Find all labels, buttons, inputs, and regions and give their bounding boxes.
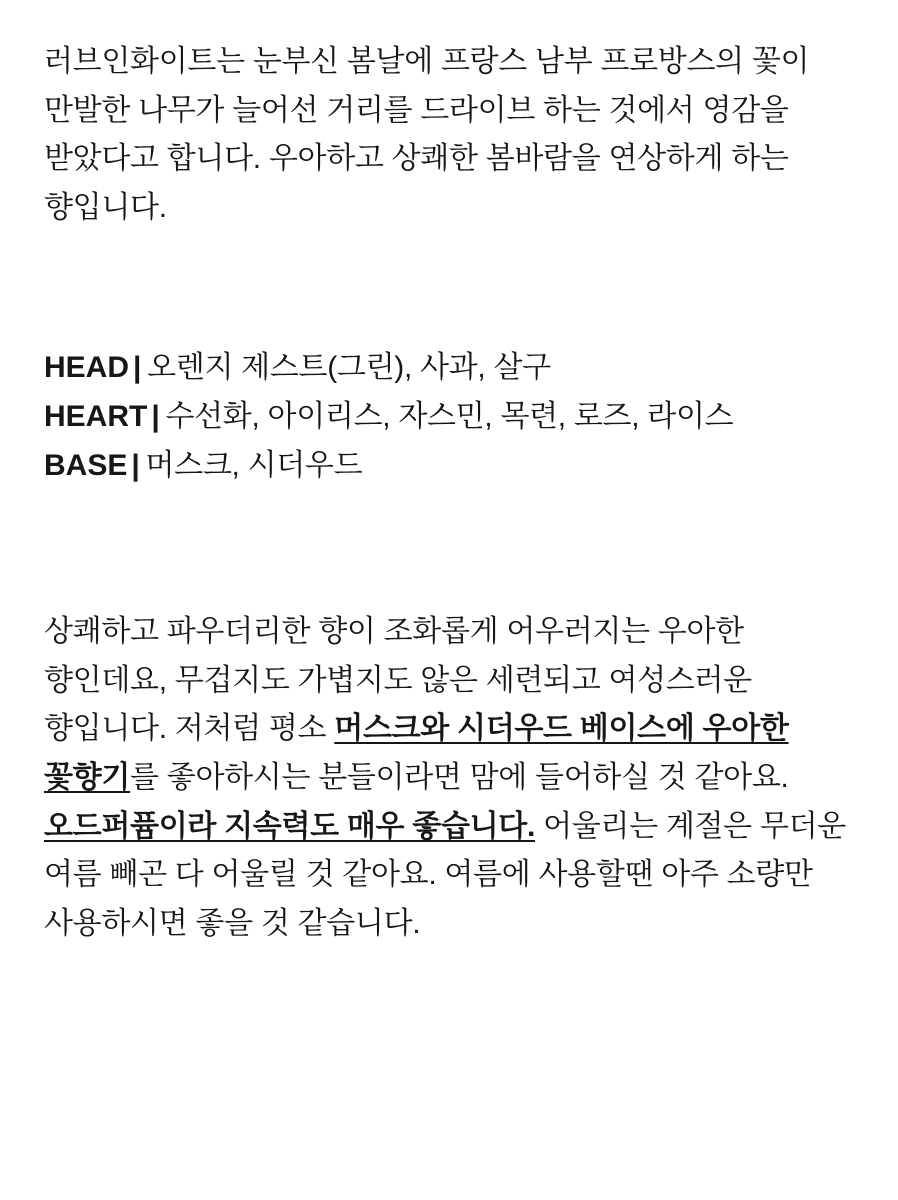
- note-value-base: 머스크, 시더우드: [145, 448, 363, 482]
- note-separator: |: [151, 399, 160, 433]
- spacer-after-notes: [44, 490, 854, 608]
- closing-paragraph: [44, 608, 854, 948]
- closing-text-part1: 상쾌하고 파우더리한 향이 조화롭게 어우러지는 우아한 향인데요, 무겁지도 가볍지도 않은 세련되고 여성스러운 향입니다. 저처럼 평소: [44, 615, 752, 746]
- closing-emphasis-2: 오드퍼퓸이라 지속력도 매우 좋습니다.: [44, 809, 536, 843]
- note-separator: |: [133, 351, 142, 385]
- note-separator: |: [131, 448, 140, 482]
- spacer-after-intro: [44, 232, 854, 344]
- note-label-heart: HEART: [44, 399, 148, 433]
- fragrance-notes-block: [44, 344, 854, 490]
- note-row-heart: [44, 393, 854, 442]
- closing-text-part3: 어울리는 계절은 무더운 여름 빼곤 다 어울릴 것 같아요. 여름에 사용할땐 아주 소량만 사용하시면 좋을 것 같습니다.: [44, 809, 846, 940]
- note-value-head: 오렌지 제스트(그린), 사과, 살구: [147, 351, 551, 385]
- closing-emphasis-1: 머스크와 시더우드 베이스에 우아한 꽃향기: [44, 712, 789, 794]
- note-label-base: BASE: [44, 448, 128, 482]
- note-row-base: [44, 442, 854, 491]
- note-row-head: [44, 344, 854, 393]
- closing-text-part2: 를 좋아하시는 분들이라면 맘에 들어하실 것 같아요.: [130, 760, 789, 794]
- note-label-head: HEAD: [44, 351, 130, 385]
- intro-paragraph: 러브인화이트는 눈부신 봄날에 프랑스 남부 프로방스의 꽃이 만발한 나무가 늘어선 거리를 드라이브 하는 것에서 영감을 받았다고 합니다. 우아하고 상쾌한 봄바람을 연상하게 하는 향입니다.: [44, 45, 810, 224]
- note-value-heart: 수선화, 아이리스, 자스민, 목련, 로즈, 라이스: [165, 399, 734, 433]
